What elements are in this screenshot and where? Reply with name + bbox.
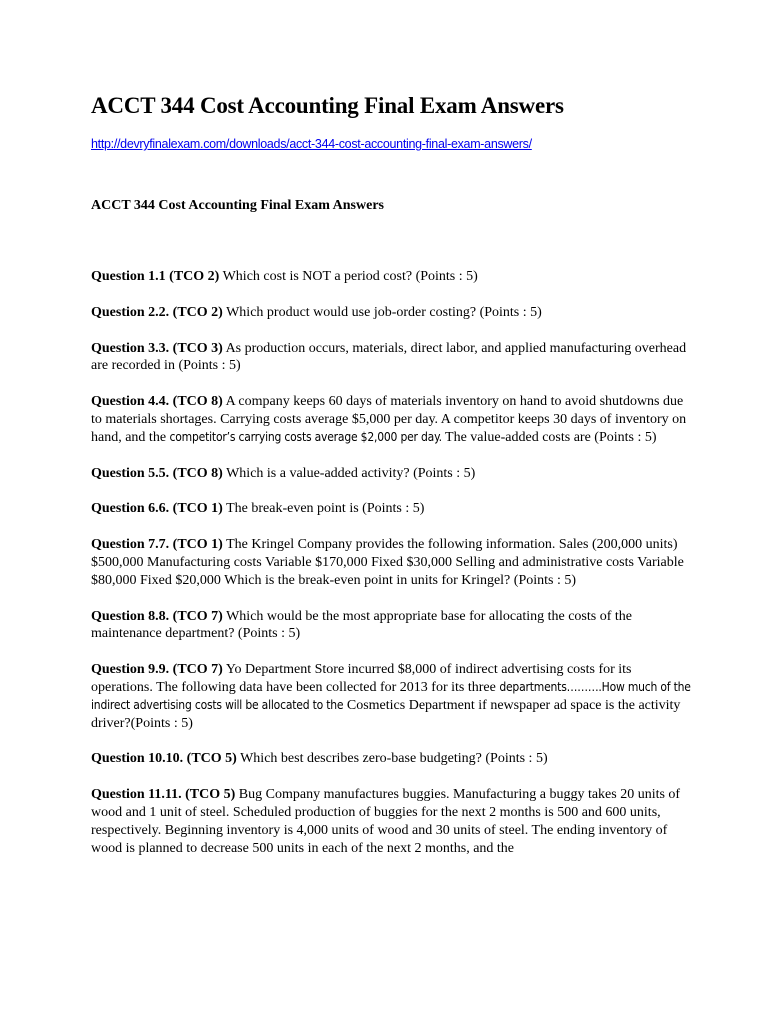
question-item: [91, 465, 691, 483]
question-text-sans: competitor’s carrying costs average $2,000 per day.: [169, 429, 442, 444]
question-item: [91, 393, 691, 446]
question-text: Which cost is NOT a period cost? (Points : 5): [219, 269, 478, 284]
question-item: [91, 786, 691, 857]
question-label: Question 6.6. (TCO 1): [91, 501, 223, 517]
question-text-sans: departments……….How much of the indirect advertising costs will be allocated to the: [91, 679, 691, 712]
question-label: Question 7.7. (TCO 1): [91, 537, 223, 553]
question-text: The break-even point is (Points : 5): [222, 501, 425, 517]
question-item: [91, 340, 691, 376]
question-item: [91, 268, 691, 286]
question-label: Question 11.11. (TCO 5): [91, 787, 236, 803]
question-list: [91, 268, 691, 857]
question-text: Yo Department Store incurred $8,000 of indirect advertising costs for its operations. The following data have been collected for 2013 for its three: [91, 662, 632, 695]
question-label: Question 5.5. (TCO 8): [91, 465, 223, 481]
question-item: [91, 750, 691, 768]
document-page: [91, 92, 691, 875]
question-item: [91, 500, 691, 518]
question-text: As production occurs, materials, direct labor, and applied manufacturing overhead are recorded in (Points : 5): [91, 340, 687, 374]
question-text-after: The value-added costs are (Points : 5): [441, 429, 657, 445]
question-label: Question 8.8. (TCO 7): [91, 608, 223, 624]
question-item: [91, 661, 691, 732]
document-subtitle: ACCT 344 Cost Accounting Final Exam Answers: [91, 198, 384, 213]
question-item: [91, 304, 691, 322]
document-title: ACCT 344 Cost Accounting Final Exam Answers: [91, 93, 564, 118]
source-link[interactable]: http://devryfinalexam.com/downloads/acct-344-cost-accounting-final-exam-answers/: [91, 137, 532, 151]
question-text: A company keeps 60 days of materials inventory on hand to avoid shutdowns due to materials shortages. Carrying costs average $5,000 per day. A competitor keeps 30 days of inventory on hand, and the: [91, 394, 687, 445]
question-text: Which product would use job-order costing? (Points : 5): [222, 304, 542, 320]
question-label: Question 3.3. (TCO 3): [91, 340, 223, 356]
question-label: Question 4.4. (TCO 8): [91, 394, 223, 410]
question-text: Bug Company manufactures buggies. Manufacturing a buggy takes 20 units of wood and 1 unit of steel. Scheduled production of buggies for the next 2 months is 500 and 600 units, respectively. Beginning inventory is 4,000 units of wood and 30 units of steel. The ending inventory of wood is planned to decrease 500 units in each of the next 2 months, and the: [91, 787, 681, 856]
question-text-after: Cosmetics Department if newspaper ad space is the activity driver?(Points : 5): [91, 697, 681, 731]
question-label: Question 1.1 (TCO 2): [91, 269, 220, 284]
question-label: Question 9.9. (TCO 7): [91, 662, 223, 678]
question-text: Which would be the most appropriate base for allocating the costs of the maintenance department? (Points : 5): [91, 608, 632, 642]
question-item: [91, 608, 691, 644]
question-text: Which best describes zero-base budgeting? (Points : 5): [236, 751, 548, 767]
question-label: Question 10.10. (TCO 5): [91, 751, 237, 767]
question-text: The Kringel Company provides the following information. Sales (200,000 units) $500,000 Manufacturing costs Variable $170,000 Fixed $30,000 Selling and administrative costs Variable $80,000 Fixed $20,000 Which is the break-even point in units for Kringel? (Points : 5): [91, 537, 684, 588]
question-label: Question 2.2. (TCO 2): [91, 304, 223, 320]
question-item: [91, 536, 691, 589]
question-text: Which is a value-added activity? (Points : 5): [222, 465, 476, 481]
